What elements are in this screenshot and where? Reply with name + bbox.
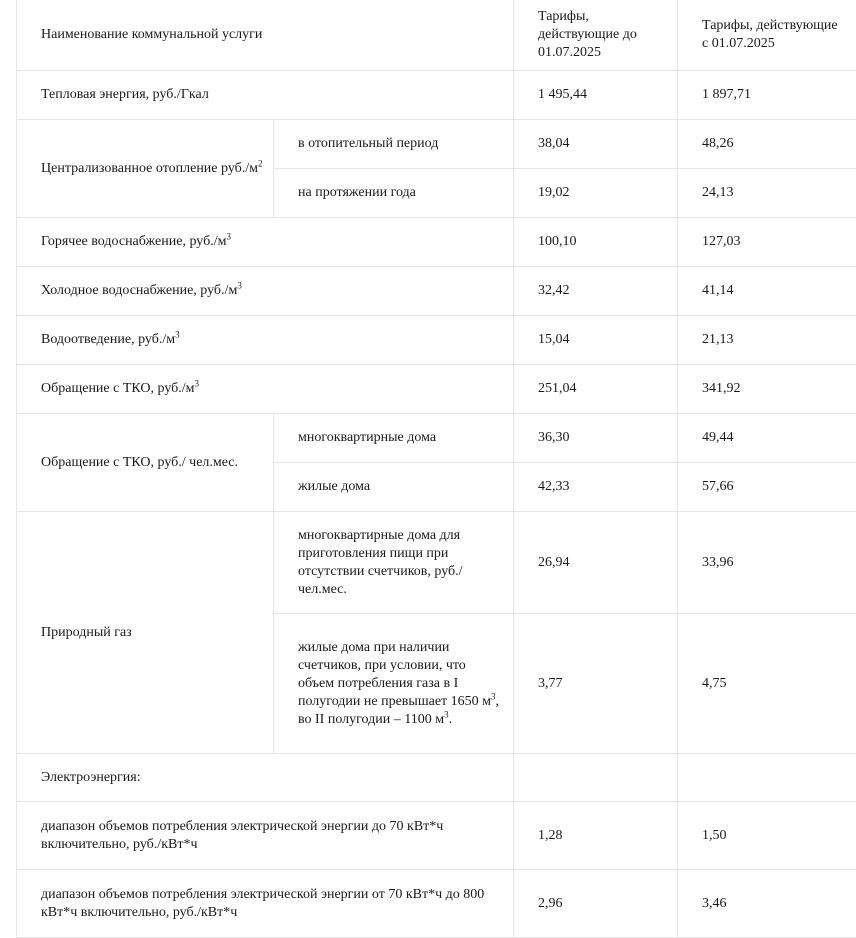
unit-power: 3 bbox=[175, 329, 180, 339]
row-value-before: 36,30 bbox=[514, 414, 678, 463]
table-row bbox=[17, 512, 856, 614]
unit-power: 3 bbox=[195, 378, 200, 388]
row-value-before: 26,94 bbox=[514, 512, 678, 614]
row-subcategory: жилые дома bbox=[274, 463, 514, 512]
row-subcategory: многоквартирные дома для приготовления пищи при отсутствии счетчиков, руб./ чел.мес. bbox=[274, 512, 514, 614]
table-row bbox=[17, 802, 856, 870]
header-service: Наименование коммунальной услуги bbox=[17, 0, 514, 71]
row-name: диапазон объемов потребления электрической энергии от 70 кВт*ч до 800 кВт*ч включительно, руб./кВт*ч bbox=[17, 870, 514, 938]
unit-power: 3 bbox=[444, 709, 449, 719]
table-row bbox=[17, 120, 856, 169]
row-value-before: 38,04 bbox=[514, 120, 678, 169]
unit-power: 3 bbox=[491, 691, 496, 701]
row-value-before: 251,04 bbox=[514, 365, 678, 414]
row-name: Природный газ bbox=[17, 512, 274, 754]
row-value-after: 127,03 bbox=[678, 218, 856, 267]
row-value-after: 48,26 bbox=[678, 120, 856, 169]
header-row bbox=[17, 0, 856, 71]
row-value-before: 2,96 bbox=[514, 870, 678, 938]
table-row bbox=[17, 870, 856, 938]
row-value-after: 41,14 bbox=[678, 267, 856, 316]
table-row bbox=[17, 71, 856, 120]
row-value-before bbox=[514, 754, 678, 802]
row-value-after: 341,92 bbox=[678, 365, 856, 414]
row-value-after: 49,44 bbox=[678, 414, 856, 463]
row-value-after: 57,66 bbox=[678, 463, 856, 512]
row-value-before: 100,10 bbox=[514, 218, 678, 267]
row-subcategory: в отопительный период bbox=[274, 120, 514, 169]
row-name bbox=[17, 316, 514, 365]
row-value-after: 33,96 bbox=[678, 512, 856, 614]
row-value-after: 1,50 bbox=[678, 802, 856, 870]
row-value-before: 32,42 bbox=[514, 267, 678, 316]
row-value-after: 1 897,71 bbox=[678, 71, 856, 120]
subcategory-text-a: жилые дома при наличии счетчиков, при условии, что объем потребления газа в I полугодии не превышает 1650 м bbox=[298, 640, 491, 709]
row-name: диапазон объемов потребления электрической энергии до 70 кВт*ч включительно, руб./кВт*ч bbox=[17, 802, 514, 870]
row-name bbox=[17, 365, 514, 414]
header-tariff-after: Тарифы, действующие с 01.07.2025 bbox=[678, 0, 856, 71]
row-value-after: 3,46 bbox=[678, 870, 856, 938]
row-name: Обращение с ТКО, руб./ чел.мес. bbox=[17, 414, 274, 512]
row-subcategory bbox=[274, 614, 514, 754]
table-row bbox=[17, 218, 856, 267]
unit-power: 3 bbox=[226, 231, 231, 241]
row-name-text: Обращение с ТКО, руб./м bbox=[41, 381, 195, 396]
unit-power: 3 bbox=[237, 280, 242, 290]
row-name-text: Холодное водоснабжение, руб./м bbox=[41, 283, 237, 298]
row-value-after: 4,75 bbox=[678, 614, 856, 754]
row-subcategory: многоквартирные дома bbox=[274, 414, 514, 463]
row-name-text: Горячее водоснабжение, руб./м bbox=[41, 234, 226, 249]
row-name bbox=[17, 218, 514, 267]
row-value-before: 1 495,44 bbox=[514, 71, 678, 120]
subcategory-text-c: . bbox=[449, 712, 453, 727]
row-name-text: Централизованное отопление руб./м bbox=[41, 161, 258, 176]
subcategory-text-b: , во II полугодии – 1100 м bbox=[298, 694, 499, 727]
unit-power: 2 bbox=[258, 158, 263, 168]
row-name bbox=[17, 120, 274, 218]
header-tariff-before: Тарифы, действующие до 01.07.2025 bbox=[514, 0, 678, 71]
row-name: Электроэнергия: bbox=[17, 754, 514, 802]
table-row bbox=[17, 267, 856, 316]
row-value-after: 24,13 bbox=[678, 169, 856, 218]
row-name bbox=[17, 267, 514, 316]
row-value-before: 1,28 bbox=[514, 802, 678, 870]
row-name-text: Водоотведение, руб./м bbox=[41, 332, 175, 347]
table-row bbox=[17, 414, 856, 463]
row-value-before: 19,02 bbox=[514, 169, 678, 218]
row-value-after bbox=[678, 754, 856, 802]
row-name: Тепловая энергия, руб./Гкал bbox=[17, 71, 514, 120]
table-row bbox=[17, 754, 856, 802]
table-row bbox=[17, 365, 856, 414]
row-value-before: 3,77 bbox=[514, 614, 678, 754]
row-value-before: 15,04 bbox=[514, 316, 678, 365]
row-value-after: 21,13 bbox=[678, 316, 856, 365]
table-row bbox=[17, 316, 856, 365]
row-value-before: 42,33 bbox=[514, 463, 678, 512]
tariffs-table bbox=[16, 0, 856, 938]
row-subcategory: на протяжении года bbox=[274, 169, 514, 218]
